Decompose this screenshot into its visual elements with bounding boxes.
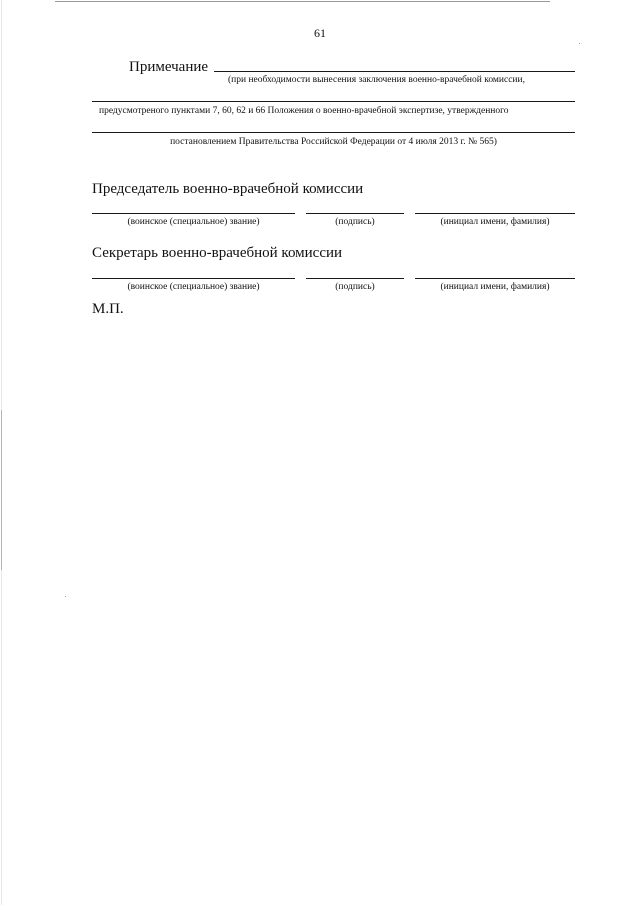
scan-speck <box>65 596 66 597</box>
scan-edge-left-shadow <box>1 410 2 570</box>
scan-speck <box>579 43 580 44</box>
chairman-name-caption: (инициал имени, фамилия) <box>440 217 550 227</box>
chairman-title: Председатель военно-врачебной комиссии <box>92 181 364 197</box>
secretary-title: Секретарь военно-врачебной комиссии <box>92 245 343 261</box>
secretary-rank-caption: (воинское (специальное) звание) <box>127 282 260 292</box>
chairman-signature-line <box>306 213 404 214</box>
scan-edge-top <box>55 1 550 2</box>
chairman-signature-caption: (подпись) <box>335 217 375 227</box>
secretary-rank-line <box>92 278 295 279</box>
note-instruction-line-2: предусмотреного пунктами 7, 60, 62 и 66 Положения о военно-врачебной экспертизе, утвержденного <box>99 106 509 116</box>
chairman-rank-line <box>92 213 295 214</box>
secretary-name-line <box>415 278 575 279</box>
note-fill-line <box>214 71 575 72</box>
secretary-signature-caption: (подпись) <box>335 282 375 292</box>
stamp-placeholder: М.П. <box>92 301 124 317</box>
note-label: Примечание <box>129 59 209 75</box>
chairman-rank-caption: (воинское (специальное) звание) <box>127 217 260 227</box>
note-fill-line <box>92 132 575 133</box>
note-fill-line <box>92 101 575 102</box>
secretary-signature-line <box>306 278 404 279</box>
note-instruction-line-3: постановлением Правительства Российской Федерации от 4 июля 2013 г. № 565) <box>170 137 497 147</box>
secretary-name-caption: (инициал имени, фамилия) <box>440 282 550 292</box>
note-instruction-line-1: (при необходимости вынесения заключения военно-врачебной комиссии, <box>228 75 525 85</box>
page-number: 61 <box>314 26 326 40</box>
chairman-name-line <box>415 213 575 214</box>
